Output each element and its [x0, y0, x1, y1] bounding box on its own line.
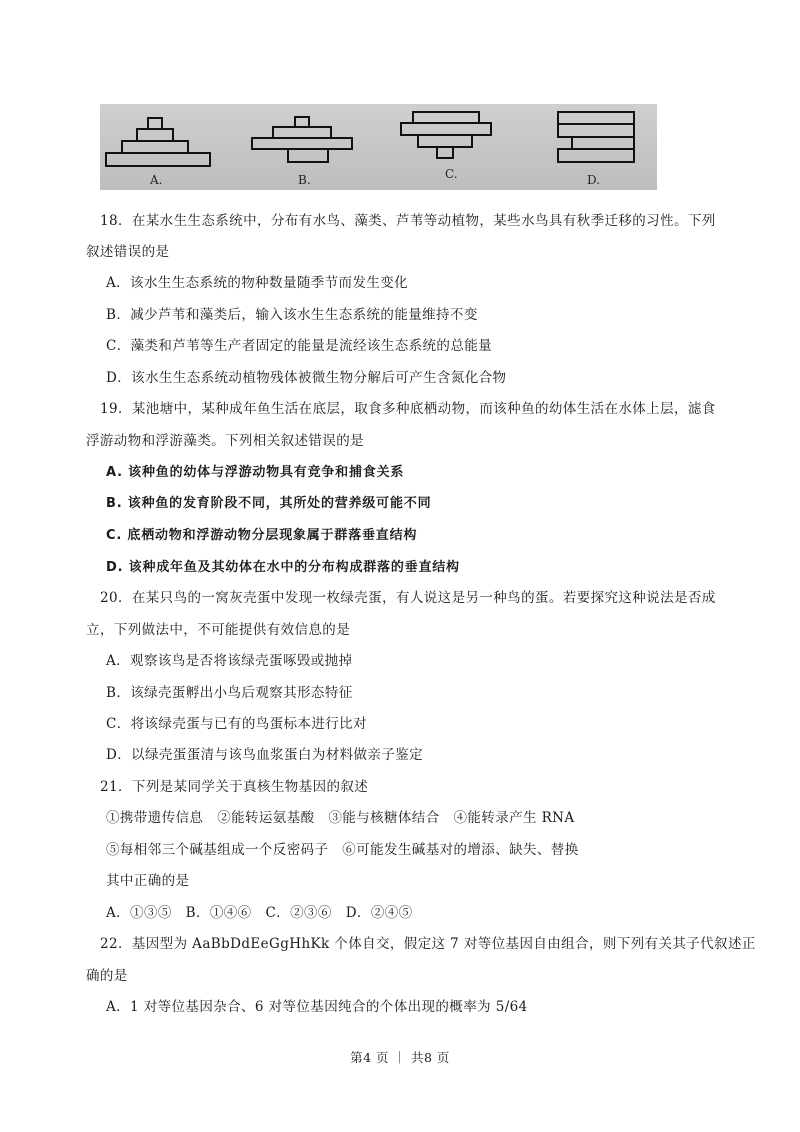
q18-option-b: B．减少芦苇和藻类后，输入该水生生态系统的能量维持不变	[106, 307, 478, 323]
q18-stem: 18．在某水生生态系统中，分布有水鸟、藻类、芦苇等动植物，某些水鸟具有秋季迁移的习性。下列	[100, 213, 716, 229]
q22-option-a: A．1 对等位基因杂合、6 对等位基因纯合的个体出现的概率为 5/64	[106, 999, 528, 1015]
q20-option-c: C．将该绿壳蛋与已有的鸟蛋标本进行比对	[106, 716, 367, 732]
q19-option-a: A. 该种鱼的幼体与浮游动物具有竞争和捕食关系	[106, 465, 405, 480]
q18-option-c: C．藻类和芦苇等生产者固定的能量是流经该生态系统的总能量	[106, 338, 493, 354]
label-c: C.	[445, 167, 458, 181]
q21-items-line2: ⑤每相邻三个碱基组成一个反密码子 ⑥可能发生碱基对的增添、缺失、替换	[106, 842, 579, 858]
q20-option-b: B．该绿壳蛋孵出小鸟后观察其形态特征	[106, 685, 353, 701]
label-b: B.	[298, 173, 311, 187]
q20-stem-cont: 立，下列做法中，不可能提供有效信息的是	[86, 622, 351, 638]
pyramid-b	[252, 117, 352, 162]
q21-stem: 21．下列是某同学关于真核生物基因的叙述	[100, 779, 369, 795]
q21-items-line1: ①携带遗传信息 ②能转运氨基酸 ③能与核糖体结合 ④能转录产生 RNA	[106, 810, 575, 826]
q18-option-a: A．该水生生态系统的物种数量随季节而发生变化	[106, 275, 409, 291]
q21-choices: A．①③⑤ B．①④⑥ C．②③⑥ D．②④⑤	[106, 905, 413, 921]
pyramid-c	[401, 112, 491, 158]
q22-stem: 22．基因型为 AaBbDdEeGgHhKk 个体自交，假定这 7 对等位基因自由组合，则下列有关其子代叙述正	[100, 936, 756, 952]
q19-option-b: B. 该种鱼的发育阶段不同，其所处的营养级可能不同	[106, 496, 432, 511]
q20-option-a: A．观察该鸟是否将该绿壳蛋啄毁或抛掉	[106, 653, 353, 669]
q19-stem: 19．某池塘中，某种成年鱼生活在底层，取食多种底栖动物，而该种鱼的幼体生活在水体上层，滤食	[100, 401, 716, 417]
q21-prompt: 其中正确的是	[106, 873, 190, 889]
pyramid-a	[106, 118, 210, 166]
q18-option-d: D．该水生生态系统动植物残体被微生物分解后可产生含氮化合物	[106, 370, 507, 386]
page-footer: 第4 页 ｜ 共8 页	[350, 1050, 450, 1065]
label-d: D.	[587, 173, 601, 187]
pyramid-diagrams	[100, 104, 657, 190]
pyramid-figure	[100, 104, 657, 190]
pyramid-d	[558, 112, 634, 162]
q18-stem-cont: 叙述错误的是	[86, 244, 170, 260]
q20-option-d: D．以绿壳蛋蛋清与该鸟血浆蛋白为材料做亲子鉴定	[106, 747, 424, 763]
label-a: A.	[150, 173, 163, 187]
q20-stem: 20．在某只鸟的一窝灰壳蛋中发现一枚绿壳蛋，有人说这是另一种鸟的蛋。若要探究这种说法是否成	[100, 590, 716, 606]
q19-option-c: C. 底栖动物和浮游动物分层现象属于群落垂直结构	[106, 528, 418, 543]
q22-stem-cont: 确的是	[86, 968, 128, 984]
q19-stem-cont: 浮游动物和浮游藻类。下列相关叙述错误的是	[86, 433, 364, 449]
q19-option-d: D. 该种成年鱼及其幼体在水中的分布构成群落的垂直结构	[106, 560, 460, 575]
